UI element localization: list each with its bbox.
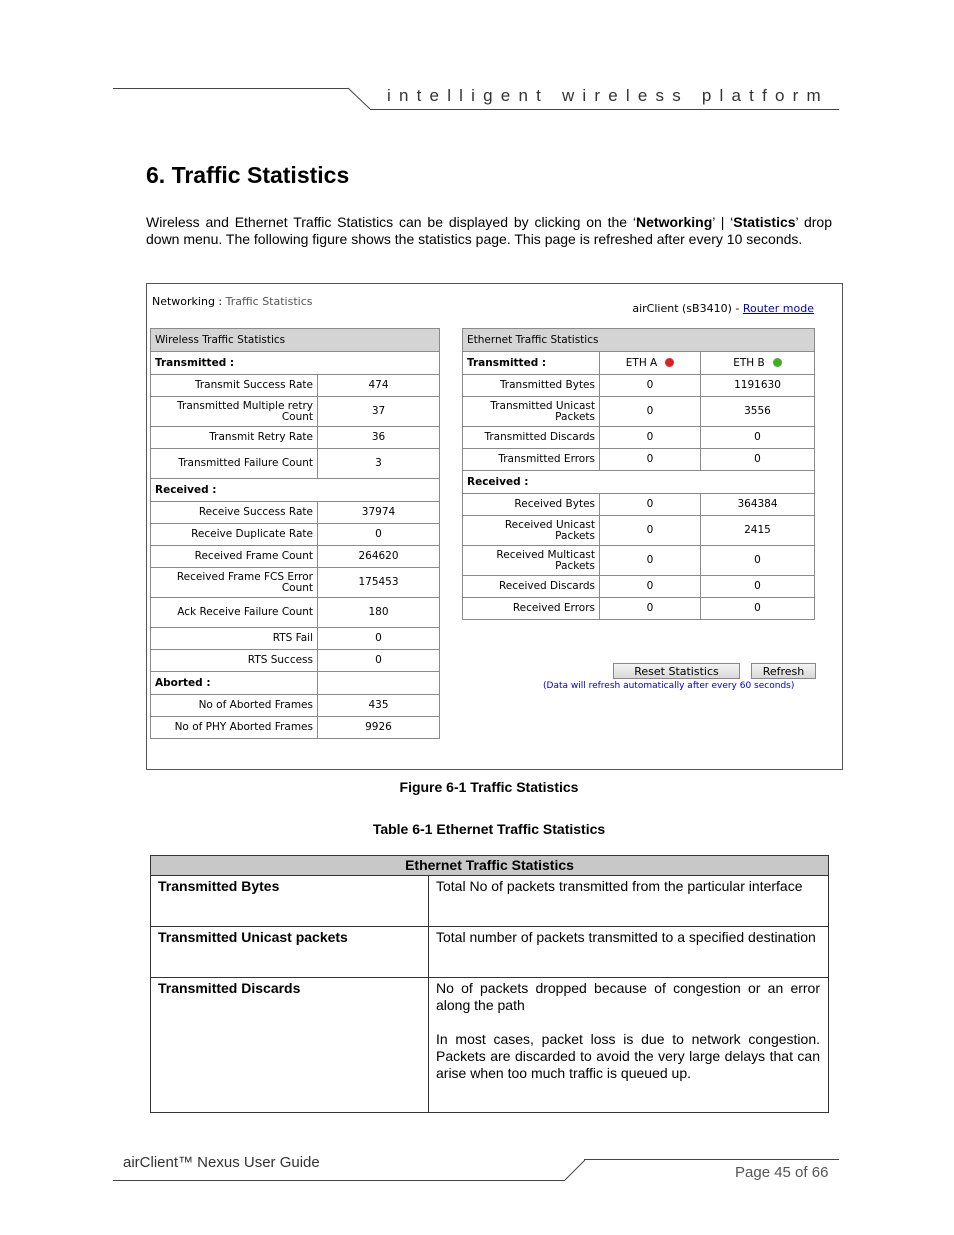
stat-label: Transmitted Bytes <box>463 375 600 397</box>
section-label: Aborted : <box>151 672 318 695</box>
stat-value-eth-b: 0 <box>701 598 815 620</box>
stat-label: Transmitted Multiple retry Count <box>151 397 318 427</box>
header-rule-right <box>370 109 839 110</box>
footer-rule-right <box>584 1159 839 1160</box>
stat-value-eth-b: 0 <box>701 576 815 598</box>
stat-label: Transmitted Discards <box>463 427 600 449</box>
table-row <box>151 695 440 717</box>
stat-label: Received Errors <box>463 598 600 620</box>
section-label: Received : <box>151 479 440 502</box>
stat-value-eth-b: 364384 <box>701 494 815 516</box>
header-rule-left <box>113 88 349 89</box>
stat-value: 0 <box>318 524 440 546</box>
stat-value-eth-b: 0 <box>701 427 815 449</box>
traffic-statistics-figure <box>146 283 843 770</box>
stat-value: 474 <box>318 375 440 397</box>
table-row <box>151 375 440 397</box>
table-row <box>463 375 815 397</box>
stat-value-eth-a: 0 <box>600 449 701 471</box>
stat-value: 37 <box>318 397 440 427</box>
eth-a-status-icon <box>665 358 674 367</box>
table-row <box>151 524 440 546</box>
stat-value-eth-b: 3556 <box>701 397 815 427</box>
eth-b-status-icon <box>773 358 782 367</box>
footer-guide-title: airClient™ Nexus User Guide <box>123 1154 320 1171</box>
wireless-table-title: Wireless Traffic Statistics <box>151 329 440 352</box>
stat-value: 0 <box>318 650 440 672</box>
stat-value: 0 <box>318 628 440 650</box>
table-row <box>151 628 440 650</box>
stat-value-eth-a: 0 <box>600 397 701 427</box>
section-label: Transmitted : <box>463 352 600 375</box>
stat-value-eth-b: 0 <box>701 449 815 471</box>
table-row <box>463 427 815 449</box>
stat-label: Received Multicast Packets <box>463 546 600 576</box>
ethernet-stats-table <box>462 328 815 620</box>
stat-label: Transmitted Failure Count <box>151 449 318 479</box>
table-row: Transmitted Bytes Total No of packets transmitted from the particular interface <box>151 876 829 927</box>
stat-label: Received Unicast Packets <box>463 516 600 546</box>
stat-label: Received Frame Count <box>151 546 318 568</box>
footer-rule-slant <box>560 1157 590 1183</box>
wireless-stats-table <box>150 328 440 739</box>
stat-value: 36 <box>318 427 440 449</box>
stat-label: RTS Success <box>151 650 318 672</box>
stat-value-eth-a: 0 <box>600 598 701 620</box>
page-number: Page 45 of 66 <box>735 1164 829 1181</box>
stat-label: Received Discards <box>463 576 600 598</box>
stat-value: 37974 <box>318 502 440 524</box>
table-row <box>151 568 440 598</box>
stat-value: 175453 <box>318 568 440 598</box>
table-header: Ethernet Traffic Statistics <box>151 856 829 876</box>
stat-label: RTS Fail <box>151 628 318 650</box>
stat-value-eth-a: 0 <box>600 546 701 576</box>
table-row <box>463 598 815 620</box>
eth-a-label: ETH A <box>625 356 658 369</box>
stat-value-eth-a: 0 <box>600 375 701 397</box>
stat-value-eth-a: 0 <box>600 516 701 546</box>
table-row <box>151 598 440 628</box>
router-mode-link[interactable]: Router mode <box>742 302 814 315</box>
stat-label: Ack Receive Failure Count <box>151 598 318 628</box>
intro-paragraph: Wireless and Ethernet Traffic Statistics can be displayed by clicking on the ‘Networking’ | ‘Statistics’ drop down menu. The following figure shows the statistics page. This page is refreshed after every 10 seconds. <box>146 214 832 247</box>
figure-caption: Figure 6-1 Traffic Statistics <box>399 779 579 795</box>
stat-label: Transmitted Errors <box>463 449 600 471</box>
breadcrumb: Networking : Traffic Statistics <box>152 295 313 308</box>
table-row <box>151 717 440 739</box>
stat-label: Received Bytes <box>463 494 600 516</box>
section-label: Received : <box>463 471 815 494</box>
stat-value-eth-b: 0 <box>701 546 815 576</box>
eth-b-label: ETH B <box>733 356 765 369</box>
stat-label: Receive Success Rate <box>151 502 318 524</box>
stat-value-eth-b: 2415 <box>701 516 815 546</box>
stat-value: 435 <box>318 695 440 717</box>
table-row <box>151 502 440 524</box>
table-caption: Table 6-1 Ethernet Traffic Statistics <box>372 821 606 837</box>
table-row <box>463 516 815 546</box>
stat-value-eth-b: 1191630 <box>701 375 815 397</box>
section-label: Transmitted : <box>151 352 440 375</box>
stat-label: Transmit Retry Rate <box>151 427 318 449</box>
table-row <box>151 449 440 479</box>
stat-value: 9926 <box>318 717 440 739</box>
table-row: Transmitted Discards No of packets dropped because of congestion or an error along the path In most cases, packet loss is due to network congestion. Packets are discarded to avoid the very large delays that can arise when too much traffic is queued up. <box>151 978 829 1113</box>
stat-value-eth-a: 0 <box>600 427 701 449</box>
stat-label: Transmitted Unicast Packets <box>463 397 600 427</box>
page-title: 6. Traffic Statistics <box>146 162 350 188</box>
table-row <box>151 546 440 568</box>
stat-value-eth-a: 0 <box>600 576 701 598</box>
table-row <box>151 397 440 427</box>
ethernet-definitions-table <box>150 855 829 1113</box>
footer-rule-left <box>113 1180 565 1181</box>
client-info: airClient (sB3410) - Router mode <box>632 302 814 315</box>
refresh-button[interactable]: Refresh <box>751 663 816 679</box>
table-row <box>463 397 815 427</box>
ethernet-table-title: Ethernet Traffic Statistics <box>463 329 815 352</box>
stat-label: Transmit Success Rate <box>151 375 318 397</box>
stat-label: Receive Duplicate Rate <box>151 524 318 546</box>
refresh-note: (Data will refresh automatically after every 60 seconds) <box>543 681 795 691</box>
stat-label: No of Aborted Frames <box>151 695 318 717</box>
stat-value: 180 <box>318 598 440 628</box>
table-row <box>463 546 815 576</box>
table-row <box>463 449 815 471</box>
table-row <box>151 650 440 672</box>
stat-label: No of PHY Aborted Frames <box>151 717 318 739</box>
table-row <box>463 494 815 516</box>
table-row <box>151 427 440 449</box>
reset-statistics-button[interactable]: Reset Statistics <box>613 663 740 679</box>
stat-value-eth-a: 0 <box>600 494 701 516</box>
stat-value: 3 <box>318 449 440 479</box>
table-row: Transmitted Unicast packets Total number of packets transmitted to a specified destination <box>151 927 829 978</box>
stat-label: Received Frame FCS Error Count <box>151 568 318 598</box>
table-row <box>463 576 815 598</box>
header-tagline: intelligent wireless platform <box>387 86 829 105</box>
stat-value: 264620 <box>318 546 440 568</box>
